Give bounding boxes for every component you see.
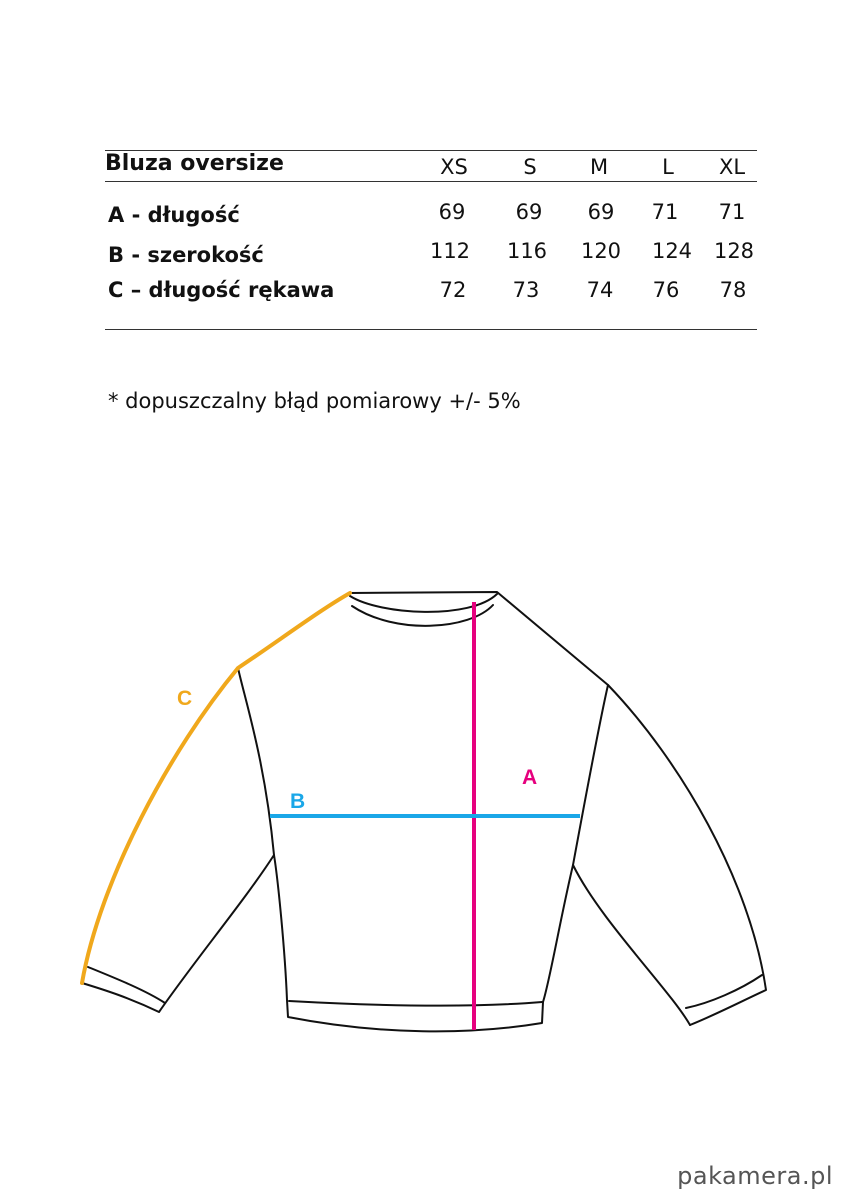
size-header-l: L <box>662 155 674 179</box>
table-cell: 76 <box>652 278 680 302</box>
table-cell: 71 <box>651 200 679 224</box>
table-cell: 69 <box>438 200 466 224</box>
row-label-length: A - długość <box>108 203 240 227</box>
size-header-s: S <box>523 155 537 179</box>
sleeve-length-line-c <box>82 593 350 983</box>
size-header-xl: XL <box>718 155 746 179</box>
measurement-tolerance-note: * dopuszczalny błąd pomiarowy +/- 5% <box>108 389 521 413</box>
table-cell: 78 <box>719 278 747 302</box>
table-cell: 120 <box>580 239 622 263</box>
table-cell: 73 <box>512 278 540 302</box>
table-cell: 71 <box>718 200 746 224</box>
table-cell: 124 <box>651 239 693 263</box>
label-c: C <box>177 687 193 710</box>
pakamera-watermark: pakamera.pl <box>677 1162 833 1190</box>
size-header-xs: XS <box>440 155 468 179</box>
label-a: A <box>522 766 538 789</box>
table-cell: 112 <box>429 239 471 263</box>
table-cell: 69 <box>587 200 615 224</box>
table-cell: 69 <box>515 200 543 224</box>
table-title: Bluza oversize <box>105 151 284 176</box>
row-label-sleeve-length: C – długość rękawa <box>108 278 335 302</box>
size-header-m: M <box>589 155 609 179</box>
row-label-width: B - szerokość <box>108 243 264 267</box>
sweatshirt-outline <box>82 592 766 1031</box>
table-cell: 116 <box>506 239 548 263</box>
table-cell: 128 <box>713 239 755 263</box>
label-b: B <box>290 790 306 813</box>
table-cell: 74 <box>586 278 614 302</box>
table-cell: 72 <box>439 278 467 302</box>
